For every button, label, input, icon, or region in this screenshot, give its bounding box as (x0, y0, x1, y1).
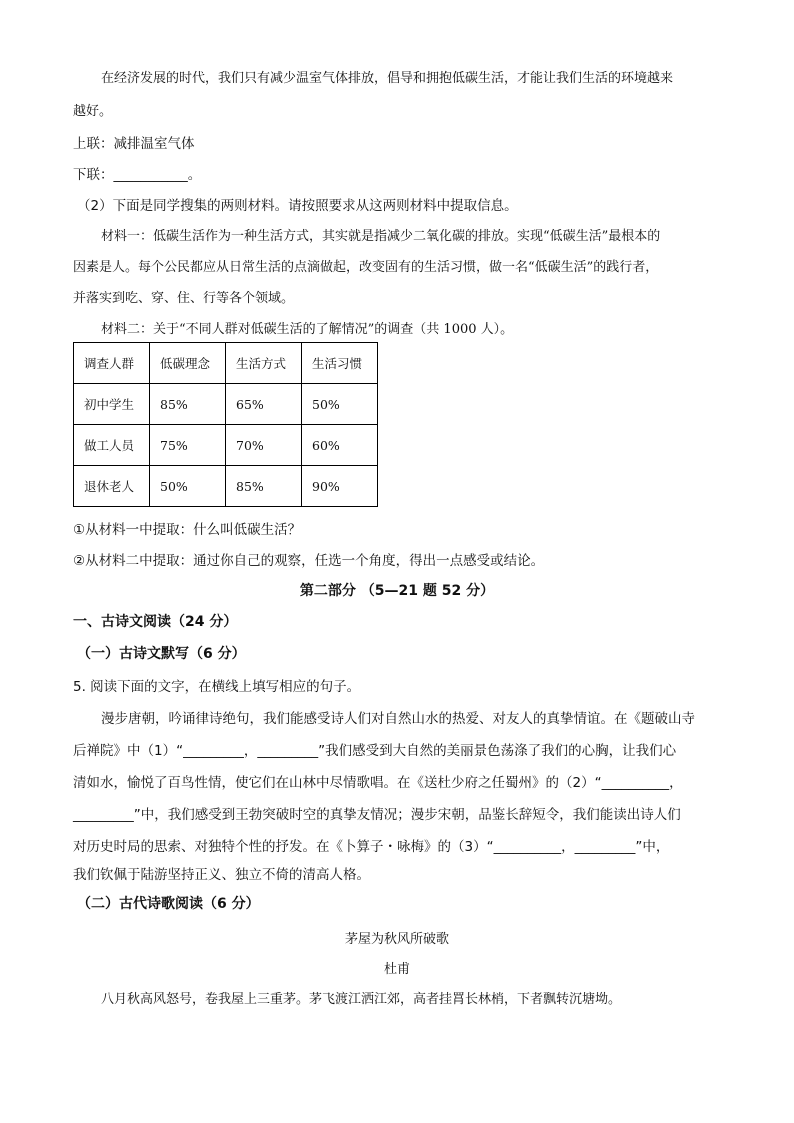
table-header-cell: 调查人群 (74, 343, 150, 384)
table-row (74, 384, 378, 425)
paragraph-line: 越好。 (73, 104, 113, 119)
subsection-heading: （一）古诗文默写（6 分） (77, 646, 246, 662)
table-cell: 70% (226, 425, 302, 466)
table-cell: 50% (302, 384, 378, 425)
table-cell: 85% (150, 384, 226, 425)
question-5-line: 清如水，愉悦了百鸟性情，使它们在山林中尽情歌唱。在《送杜少府之任蜀州》的（2）“__________， (73, 775, 683, 791)
task-2: ②从材料二中提取：通过你自己的观察，任选一个角度，得出一点感受或结论。 (73, 553, 545, 569)
table-cell: 初中学生 (74, 384, 150, 425)
table-cell: 60% (302, 425, 378, 466)
task-1: ①从材料一中提取：什么叫低碳生活？ (73, 522, 302, 538)
table-header-cell: 生活方式 (226, 343, 302, 384)
part-2-title: 第二部分 （5—21 题 52 分） (299, 583, 495, 599)
question-2-stem: （2）下面是同学搜集的两则材料。请按照要求从这两则材料中提取信息。 (77, 198, 518, 214)
material-1-line: 因素是人。每个公民都应从日常生活的点滴做起，改变固有的生活习惯，做一名“低碳生活”的践行者， (73, 260, 659, 275)
poem-line: 八月秋高风怒号，卷我屋上三重茅。茅飞渡江洒江郊，高者挂罥长林梢，下者飘转沉塘坳。 (101, 992, 622, 1007)
question-5-line: 对历史时局的思索、对独特个性的抒发。在《卜算子・咏梅》的（3）“__________，_________”中， (73, 839, 670, 855)
table-cell: 50% (150, 466, 226, 507)
table-cell: 90% (302, 466, 378, 507)
table-cell: 85% (226, 466, 302, 507)
couplet-lower: 下联：___________。 (73, 167, 202, 183)
table-header-cell: 低碳理念 (150, 343, 226, 384)
question-5-line: 我们钦佩于陆游坚持正义、独立不倚的清高人格。 (73, 867, 370, 883)
table-cell: 退休老人 (74, 466, 150, 507)
table-cell: 65% (226, 384, 302, 425)
table-header-row (74, 343, 378, 384)
section-heading: 一、古诗文阅读（24 分） (73, 614, 238, 630)
question-5-line: _________”中，我们感受到王勃突破时空的真挚友情况；漫步宋朝，品鉴长辞短令，我们能读出诗人们 (73, 807, 681, 823)
paragraph-line: 在经济发展的时代，我们只有减少温室气体排放，倡导和拥抱低碳生活，才能让我们生活的环境越来 (101, 71, 674, 86)
material-1-line: 并落实到吃、穿、住、行等各个领域。 (73, 291, 295, 306)
question-5-line: 后禅院》中（1）“_________，_________”我们感受到大自然的美丽景色荡涤了我们的心胸，让我们心 (73, 743, 677, 759)
question-5-line: 漫步唐朝，吟诵律诗绝句，我们能感受诗人们对自然山水的热爱、对友人的真挚情谊。在《题破山寺 (101, 711, 695, 727)
table-row (74, 466, 378, 507)
couplet-upper: 上联：减排温室气体 (73, 136, 195, 152)
survey-table (73, 342, 378, 507)
table-cell: 75% (150, 425, 226, 466)
question-5-stem: 5. 阅读下面的文字，在横线上填写相应的句子。 (73, 679, 361, 695)
poem-author: 杜甫 (383, 962, 410, 977)
material-2-line: 材料二：关于“不同人群对低碳生活的了解情况”的调查（共 1000 人）。 (101, 322, 514, 337)
table-cell: 做工人员 (74, 425, 150, 466)
material-1-line: 材料一：低碳生活作为一种生活方式，其实就是指减少二氧化碳的排放。实现“低碳生活”最根本的 (101, 229, 661, 244)
table-row (74, 425, 378, 466)
table-header-cell: 生活习惯 (302, 343, 378, 384)
subsection-heading: （二）古代诗歌阅读（6 分） (77, 896, 260, 912)
poem-title: 茅屋为秋风所破歌 (344, 932, 449, 947)
